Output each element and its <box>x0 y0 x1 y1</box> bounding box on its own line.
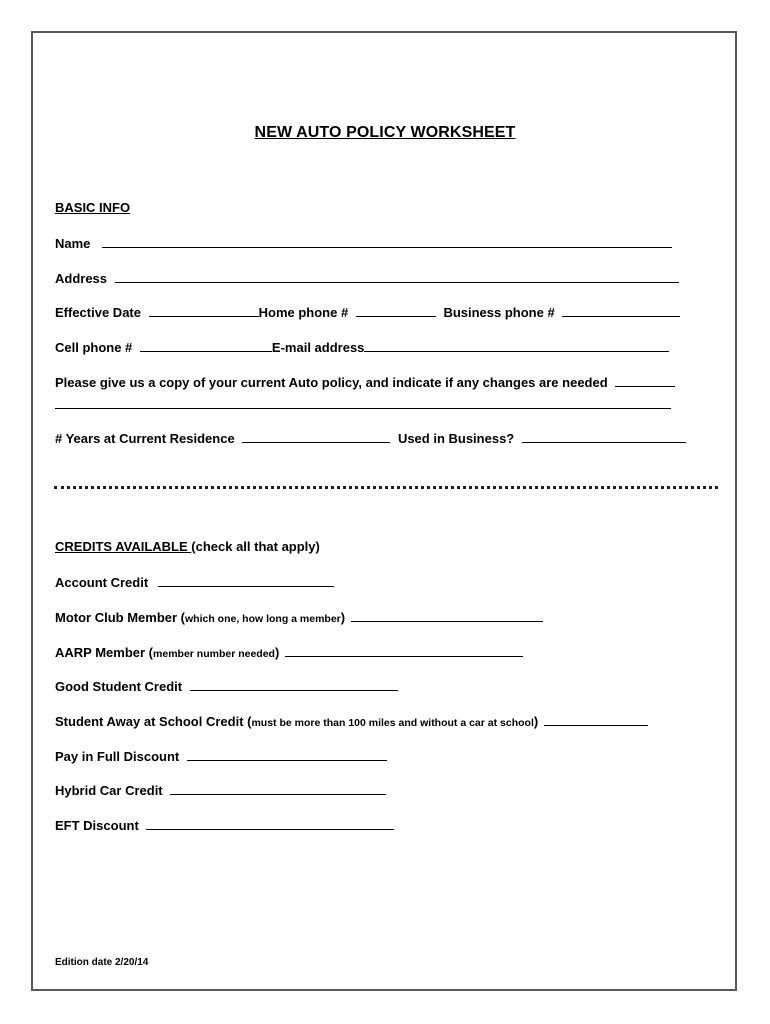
page-border <box>31 31 737 991</box>
eft-row <box>55 817 394 834</box>
cell-email-row <box>55 339 669 356</box>
student-away-row <box>55 713 648 731</box>
hybrid-row <box>55 782 386 799</box>
hybrid-field[interactable] <box>170 782 386 795</box>
policy-copy-text: Please give us a copy of your current Auto policy, and indicate if any changes are needed <box>55 375 608 390</box>
account-credit-row <box>55 574 334 591</box>
motor-club-note: which one, how long a member <box>185 613 341 625</box>
residence-row <box>55 430 686 447</box>
aarp-note: member number needed <box>153 648 275 660</box>
account-credit-label: Account Credit <box>55 575 149 590</box>
address-field[interactable] <box>115 270 679 283</box>
student-away-label: Student Away at School Credit ( <box>55 714 252 729</box>
business-phone-label: Business phone # <box>443 305 555 320</box>
policy-copy-row <box>55 374 675 391</box>
credits-heading-row <box>55 539 320 555</box>
business-phone-field[interactable] <box>562 304 680 317</box>
address-label: Address <box>55 271 108 286</box>
aarp-row <box>55 644 523 662</box>
email-field[interactable] <box>364 339 669 352</box>
pay-in-full-label: Pay in Full Discount <box>55 749 180 764</box>
eft-field[interactable] <box>146 817 394 830</box>
student-away-field[interactable] <box>544 713 648 726</box>
name-field[interactable] <box>102 235 672 248</box>
motor-club-label: Motor Club Member ( <box>55 610 185 625</box>
policy-changes-field[interactable] <box>615 374 675 387</box>
email-label: E-mail address <box>271 340 365 355</box>
good-student-row <box>55 678 398 695</box>
basic-info-heading: BASIC INFO <box>55 200 131 215</box>
home-phone-label: Home phone # <box>258 305 349 320</box>
cell-phone-label: Cell phone # <box>55 340 133 355</box>
credits-heading: CREDITS AVAILABLE <box>55 539 192 554</box>
cell-phone-field[interactable] <box>140 339 272 352</box>
aarp-close: ) <box>274 645 280 660</box>
home-phone-field[interactable] <box>356 304 436 317</box>
name-row <box>55 235 672 252</box>
motor-club-close: ) <box>340 610 346 625</box>
student-away-close: ) <box>533 714 539 729</box>
motor-club-row <box>55 609 543 627</box>
edition-date: Edition date 2/20/14 <box>55 957 149 968</box>
effective-date-field[interactable] <box>149 304 259 317</box>
used-in-business-label: Used in Business? <box>397 431 515 446</box>
name-label: Name <box>55 236 91 251</box>
aarp-label: AARP Member ( <box>55 645 154 660</box>
policy-changes-field-2[interactable] <box>55 396 671 409</box>
credits-heading-note: (check all that apply) <box>191 539 320 554</box>
years-residence-field[interactable] <box>242 430 390 443</box>
student-away-note: must be more than 100 miles and without a car at school <box>251 717 534 729</box>
good-student-field[interactable] <box>190 678 398 691</box>
pay-in-full-field[interactable] <box>187 748 387 761</box>
policy-changes-line <box>55 396 671 413</box>
section-divider <box>54 486 718 489</box>
address-row <box>55 270 679 287</box>
eft-label: EFT Discount <box>55 818 139 833</box>
good-student-label: Good Student Credit <box>55 679 183 694</box>
hybrid-label: Hybrid Car Credit <box>55 783 163 798</box>
motor-club-field[interactable] <box>351 609 543 622</box>
used-in-business-field[interactable] <box>522 430 686 443</box>
account-credit-field[interactable] <box>158 574 334 587</box>
contact-row <box>55 304 680 321</box>
pay-in-full-row <box>55 748 387 765</box>
years-residence-label: # Years at Current Residence <box>55 431 235 446</box>
effective-date-label: Effective Date <box>55 305 141 320</box>
document-title: NEW AUTO POLICY WORKSHEET <box>254 124 516 141</box>
aarp-field[interactable] <box>285 644 523 657</box>
